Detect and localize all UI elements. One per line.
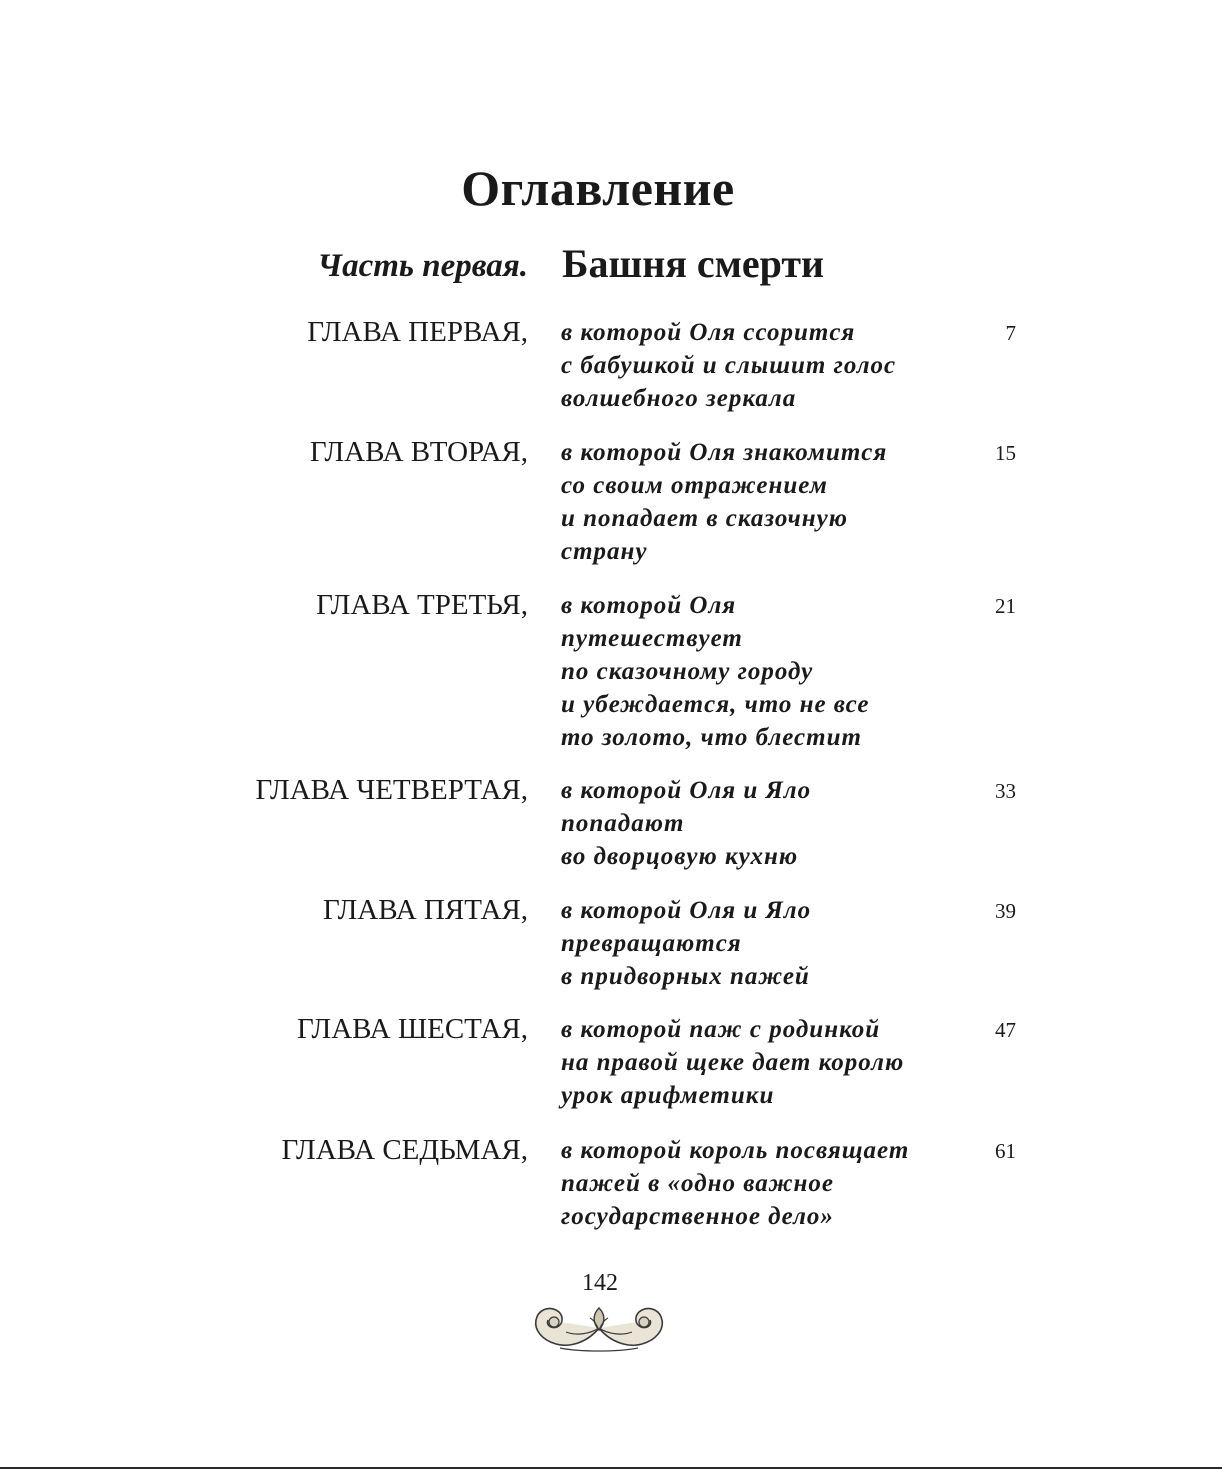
chapter-description-line: то золото, что блестит bbox=[561, 724, 862, 751]
chapter-label: ГЛАВА ШЕСТАЯ, bbox=[296, 1013, 528, 1045]
chapter-description-line: в которой Оля знакомится bbox=[561, 439, 888, 466]
chapter-description-line: пажей в «одно важное bbox=[561, 1170, 835, 1197]
chapter-description-line: урок арифметики bbox=[561, 1082, 775, 1109]
scroll-ornament-icon bbox=[530, 1298, 668, 1356]
chapter-description-line: в которой Оля ссорится bbox=[561, 319, 856, 346]
page-number: 142 bbox=[582, 1270, 618, 1296]
chapter-description-line: в которой Оля bbox=[561, 592, 737, 619]
chapter-description bbox=[561, 1134, 981, 1233]
part-label: Часть первая. bbox=[317, 248, 528, 284]
chapter-description-line: в которой паж с родинкой bbox=[561, 1016, 881, 1043]
chapter-description-line: и убеждается, что не все bbox=[561, 691, 870, 718]
chapter-description-line: с бабушкой и слышит голос bbox=[561, 352, 897, 379]
chapter-description-line: страну bbox=[561, 538, 648, 565]
chapter-description-line: во дворцовую кухню bbox=[561, 843, 799, 870]
chapter-description-line: и попадает в сказочную bbox=[561, 505, 849, 532]
chapter-page-number: 47 bbox=[995, 1018, 1016, 1042]
chapter-description-line: в которой Оля и Яло bbox=[561, 897, 812, 924]
chapter-description-line: превращаются bbox=[561, 930, 742, 957]
chapter-description bbox=[561, 589, 981, 754]
bottom-divider bbox=[0, 1467, 1222, 1469]
chapter-label: ГЛАВА ЧЕТВЕРТАЯ, bbox=[255, 774, 528, 806]
chapter-page-number: 21 bbox=[995, 594, 1016, 618]
chapter-label: ГЛАВА ВТОРАЯ, bbox=[309, 436, 528, 468]
page-title: Оглавление bbox=[461, 160, 735, 216]
chapter-description bbox=[561, 1013, 981, 1112]
chapter-label: ГЛАВА ПЕРВАЯ, bbox=[307, 316, 528, 348]
part-title: Башня смерти bbox=[562, 241, 825, 286]
chapter-description-line: по сказочному городу bbox=[561, 658, 814, 685]
chapter-description-line: в которой Оля и Яло bbox=[561, 777, 812, 804]
chapter-description-line: путешествует bbox=[561, 625, 743, 652]
chapter-page-number: 7 bbox=[1005, 321, 1016, 345]
chapter-description-line: на правой щеке дает королю bbox=[561, 1049, 905, 1076]
part-heading bbox=[0, 240, 1222, 290]
chapter-description-line: государственное дело» bbox=[561, 1203, 834, 1230]
chapter-description-line: волшебного зеркала bbox=[561, 385, 797, 412]
chapter-description bbox=[561, 436, 981, 568]
chapter-page-number: 15 bbox=[995, 441, 1016, 465]
chapter-label: ГЛАВА ТРЕТЬЯ, bbox=[316, 589, 528, 621]
chapter-label: ГЛАВА СЕДЬМАЯ, bbox=[281, 1134, 528, 1166]
chapter-page-number: 33 bbox=[995, 779, 1016, 803]
chapter-label: ГЛАВА ПЯТАЯ, bbox=[323, 894, 528, 926]
chapter-page-number: 39 bbox=[995, 899, 1016, 923]
chapter-description bbox=[561, 316, 981, 415]
chapter-description bbox=[561, 894, 981, 993]
chapter-description-line: со своим отражением bbox=[561, 472, 828, 499]
chapter-description bbox=[561, 774, 981, 873]
chapter-description-line: попадают bbox=[561, 810, 685, 837]
chapter-page-number: 61 bbox=[995, 1139, 1016, 1163]
chapter-description-line: в придворных пажей bbox=[561, 963, 810, 990]
chapter-description-line: в которой король посвящает bbox=[561, 1137, 910, 1164]
